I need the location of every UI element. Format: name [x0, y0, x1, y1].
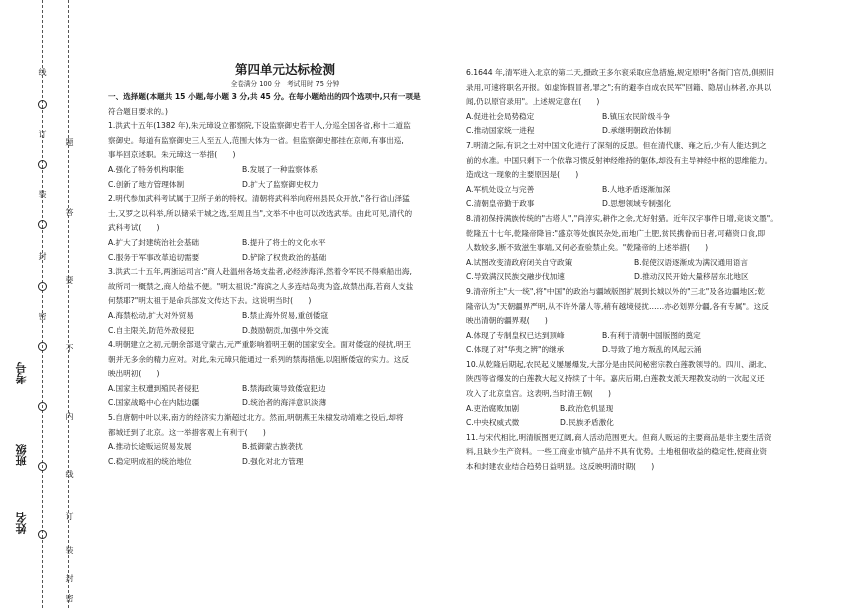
text-line: 何禁耶?"明太祖于是命兵部发文传达下去。这说明当时( ): [108, 296, 312, 306]
option-a[interactable]: A.海禁松动,扩大对外贸易: [108, 310, 194, 320]
option-b[interactable]: B.人地矛盾逐渐加深: [602, 184, 671, 194]
text-line: 事毕回京述职。朱元璋这一举措( ): [108, 150, 236, 160]
question-6: 6.1644 年,清军进入北京的第二天,摄政王多尔衮采取应急措施,规定原明"各衙门官员,俱照旧: [466, 68, 774, 77]
inner-mark: 不: [65, 344, 74, 352]
binding-hole: [38, 160, 47, 169]
option-row: [466, 124, 854, 139]
option-row: [108, 455, 462, 470]
question-3: 3.洪武二十五年,两浙运司言:"商人赴温州各场支盐者,必经涉海洋,然着令军民不得乘船出海,: [108, 267, 412, 277]
text-line: 攻入了北京皇宫。这表明,当时清王朝( ): [466, 389, 612, 399]
option-row: [108, 251, 462, 266]
option-c[interactable]: C.清朝皇帝勤于政事: [466, 199, 535, 209]
question-9: 9.清帝所主"大一统",将"中国"的政治与疆域版图扩展到长城以外的"三北"及各边疆地区;乾: [466, 286, 765, 296]
option-d[interactable]: D.鼓励朝贡,加强中外交流: [242, 325, 329, 335]
question-11: 11.与宋代相比,明清版图更辽阔,商人活动范围更大。但商人贩运的主要商品是非主要生活资: [466, 432, 772, 442]
option-row: [466, 329, 854, 344]
option-c[interactable]: C.推动国家统一进程: [466, 126, 535, 136]
outer-mark: 封: [38, 252, 47, 260]
option-a[interactable]: A.推动长途贩运贸易发展: [108, 442, 192, 452]
text-line: 闻,仍以原官录用"。上述规定意在( ): [466, 97, 600, 107]
option-b[interactable]: B.禁海政策导致倭寇犯边: [242, 383, 326, 393]
option-row: [108, 178, 462, 193]
option-d[interactable]: D.导致了地方叛乱的风起云涌: [602, 345, 702, 355]
option-a[interactable]: A.军机处设立与完善: [466, 184, 535, 194]
text-line: 录用,可速将职名开报。如虚饰假冒者,罪之";有的避李自成农民军"回籍、隐居山林者,亦具以: [466, 82, 772, 92]
text-line: 都城迁到了北京。这一举措客观上有利于( ): [108, 427, 266, 437]
outer-mark: 订: [38, 130, 47, 138]
binding-hole: [38, 282, 47, 291]
binding-margin: [0, 0, 100, 608]
text-line: 人数较多,断不致滋生事端,又何必查验禁止矣。"乾隆帝的上述举措( ): [466, 243, 709, 253]
text-line: 隆帝认为"天朝疆界严明,从不许外藩人等,稍有越境侵扰……亦必划界分疆,各有专属"。这反: [466, 301, 769, 311]
exam-number-field: 考号: [15, 362, 28, 384]
option-d[interactable]: D.扩大了监察御史权力: [242, 179, 319, 189]
outer-dashed-line: [42, 0, 43, 608]
text-line: 武科考试( ): [108, 223, 160, 233]
inner-mark: 线: [65, 470, 74, 478]
binding-hole: [38, 220, 47, 229]
text-line: 陕西等省爆发的白莲教大起义持续了十年。嘉庆后期,白莲教支派天理教发动的一次起义还: [466, 374, 765, 384]
option-c[interactable]: C.体现了对"华夷之辨"的继承: [466, 345, 565, 355]
question-4: 4.明朝建立之初,元朝余部退守蒙古,元严重影响着明王朝的国家安全。面对倭寇的侵扰,明王: [108, 340, 412, 350]
option-a[interactable]: A.国家主权遭到殖民者侵犯: [108, 383, 200, 393]
option-b[interactable]: B.抵御蒙古族袭扰: [242, 442, 303, 452]
option-row: [108, 396, 462, 411]
option-d[interactable]: D.统治者的海洋意识淡薄: [242, 398, 327, 408]
text-line: 造成这一现象的主要原因是( ): [466, 170, 579, 180]
inner-mark: 订: [65, 512, 74, 520]
option-row: [466, 402, 854, 417]
page-title: 第四单元达标检测: [234, 62, 335, 77]
option-d[interactable]: D.铲除了权贵政治的基础: [242, 252, 327, 262]
text-line: 符合题目要求的。): [108, 106, 168, 116]
name-field: 姓名: [15, 512, 28, 534]
text-line: 映出明初( ): [108, 369, 160, 379]
option-d[interactable]: D.民族矛盾激化: [560, 418, 614, 428]
text-line: 本和封建农业结合趋势日益明显。这反映明清时期( ): [466, 462, 655, 472]
option-b[interactable]: B.政治危机显现: [560, 403, 614, 413]
option-row: [466, 416, 854, 431]
text-line: 料,且缺少生产资料。一些工商业市镇产品并不具有优势。土地租佃收益的稳定性,使商业资: [466, 447, 767, 457]
option-row: [466, 343, 854, 358]
option-a[interactable]: A.体现了专制皇权已达到顶峰: [466, 330, 565, 340]
page-subtitle: 全卷满分 100 分 考试用时 75 分钟: [230, 80, 340, 88]
option-c[interactable]: C.自主限关,防范外敌侵犯: [108, 325, 195, 335]
class-field: 班级: [15, 444, 28, 466]
option-a[interactable]: A.试图改变清政府闭关自守政策: [466, 257, 573, 267]
option-c[interactable]: C.服务于军事改革追切需要: [108, 252, 200, 262]
option-b[interactable]: B.促使汉语逐渐成为满汉通用语言: [634, 257, 748, 267]
option-row: [108, 382, 462, 397]
option-d[interactable]: D.强化对北方管理: [242, 456, 304, 466]
section-heading: 一、选择题(本题共 15 小题,每小题 3 分,共 45 分。在每小题给出的四个选项中,只有一项是: [108, 92, 421, 101]
question-2: 2.明代参加武科考试属于卫所子弟的特权。清朝将武科举向府州县民众开放,"各行省山泽猛: [108, 194, 410, 204]
option-b[interactable]: B.提升了将士的文化水平: [242, 237, 326, 247]
option-row: [108, 163, 462, 178]
binding-hole: [38, 462, 47, 471]
option-row: [466, 110, 854, 125]
question-8: 8.清初保持满族传统的"古塔人","尚淳实,耕作之余,尤好射猎。近年汉字事件日增,竞谈文墨"。: [466, 213, 778, 223]
option-row: [466, 256, 854, 271]
binding-hole: [38, 402, 47, 411]
text-line: 乾隆五十七年,乾隆帝降旨:"盛京等处旗民杂处,而地广土肥,贫民携眷而日者,可藉资口食,即: [466, 228, 766, 238]
right-column: [466, 66, 854, 475]
inner-mark: 答: [65, 208, 74, 216]
binding-hole: [38, 530, 47, 539]
binding-hole: [38, 342, 47, 351]
option-b[interactable]: B.发展了一种监察体系: [242, 164, 318, 174]
option-c[interactable]: C.创新了地方管理体制: [108, 179, 185, 189]
option-a[interactable]: A.强化了特务机构职能: [108, 164, 184, 174]
option-d[interactable]: D.推动汉民开始大量移居东北地区: [634, 272, 749, 282]
option-row: [108, 440, 462, 455]
option-c[interactable]: C.中央权威式微: [466, 418, 520, 428]
text-line: 映出清朝的疆界观( ): [466, 316, 548, 326]
text-line: 前的水准。中国只剩下一个依靠习惯反射神经维持的躯体,却没有主导神经中枢的思维能力。: [466, 155, 773, 165]
option-row: [466, 270, 854, 285]
option-row: [466, 183, 854, 198]
option-a[interactable]: A.扩大了封建统治社会基础: [108, 237, 200, 247]
option-d[interactable]: D.承继明朝政治体制: [602, 126, 672, 136]
option-a[interactable]: A.吏治腐败加剧: [466, 403, 520, 413]
inner-mark: 题: [65, 138, 74, 146]
inner-mark: 封: [65, 574, 74, 582]
option-row: [466, 197, 854, 212]
option-c[interactable]: C.导致满汉民族交融步伐加速: [466, 272, 565, 282]
question-7: 7.明清之际,有识之士对中国文化进行了深刻的反思。但在清代康、雍之后,少有人能达到之: [466, 140, 767, 150]
option-b[interactable]: B.镇压农民阶级斗争: [602, 111, 671, 121]
question-5: 5.自唐朝中叶以来,南方的经济实力渐超过北方。然而,明朝燕王朱棣发动靖难之役后,却将: [108, 413, 404, 423]
outer-mark: 装: [38, 190, 47, 198]
question-1: 1.洪武十五年(1382 年),朱元璋设立都察院,下设监察御史若干人,分巡全国各省,称十二道监: [108, 121, 411, 131]
option-row: [108, 236, 462, 251]
option-row: [108, 309, 462, 324]
question-10: 10.从乾隆后期起,农民起义屡屡爆发,大部分是由民间秘密宗教白莲教领导的。四川、湖北、: [466, 359, 772, 369]
text-line: 察御史。每道有监察御史三人至五人,范围大体为一省。但监察御史都挂在京师,有事出巡,: [108, 135, 404, 145]
option-c[interactable]: C.国家战略中心在内陆边疆: [108, 398, 200, 408]
option-b[interactable]: B.禁止海外贸易,重创倭寇: [242, 310, 328, 320]
inner-mark: 内: [65, 412, 74, 420]
text-line: 故所司一概禁之,商人给盐不便。"明太祖说:"海滨之人多连结岛夷为盗,故禁出海,若商人支盐: [108, 281, 414, 291]
inner-mark: 装: [65, 546, 74, 554]
option-d[interactable]: D.思想领域专制强化: [602, 199, 672, 209]
inner-mark: 密: [65, 594, 74, 602]
outer-mark: 线: [38, 68, 47, 76]
inner-mark: 要: [65, 276, 74, 284]
left-column: [108, 62, 462, 469]
binding-hole: [38, 100, 47, 109]
option-a[interactable]: A.促进社会局势稳定: [466, 111, 535, 121]
option-c[interactable]: C.稳定明成祖的统治地位: [108, 456, 192, 466]
text-line: 士,又罗之以科举,所以储采干城之选,至周且当",文举不中也可以改选武举。由此可见,清代的: [108, 208, 413, 218]
option-row: [108, 324, 462, 339]
text-line: 朝并无多余的精力应对。对此,朱元璋只能通过一系列的禁海措施,以阻断倭寇的实力。这反: [108, 354, 409, 364]
option-b[interactable]: B.有利于清朝中国版图的奠定: [602, 330, 701, 340]
outer-mark: 密: [38, 312, 47, 320]
